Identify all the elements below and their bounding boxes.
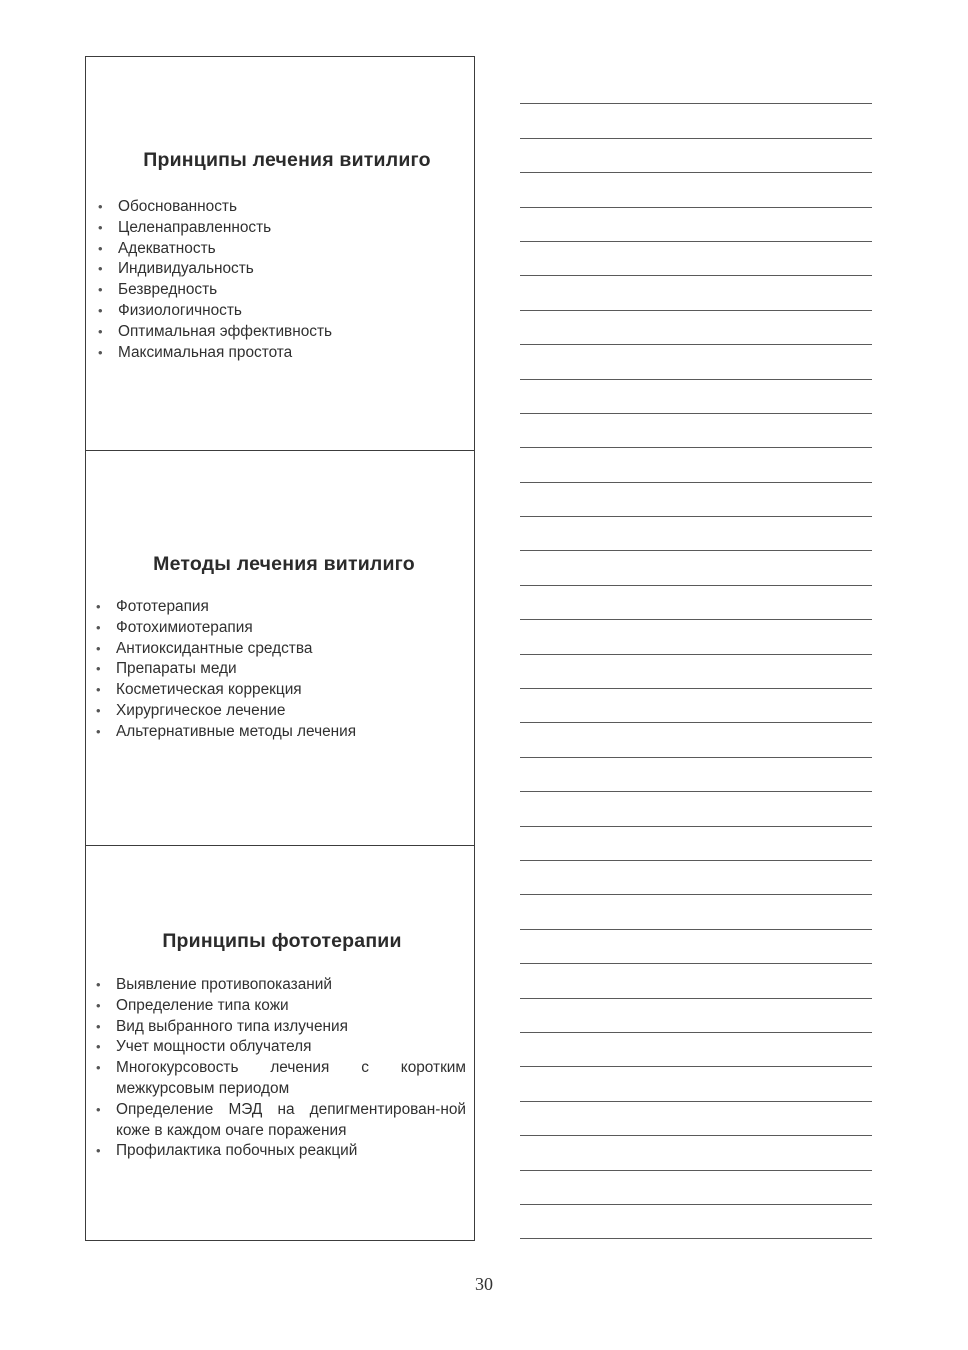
note-line: [520, 517, 872, 551]
bullet-list: [95, 597, 466, 743]
note-line: [520, 242, 872, 276]
page-number: 30: [475, 1274, 493, 1294]
note-line: [520, 276, 872, 310]
list-item: • Физиологичность: [97, 301, 464, 322]
note-line: [520, 999, 872, 1033]
note-line: [520, 448, 872, 482]
slide-treatment-methods: [85, 451, 475, 846]
list-item: • Многокурсовость лечения с коротким межкурсовым периодом: [95, 1058, 466, 1100]
note-line: [520, 1205, 872, 1239]
list-item: • Косметическая коррекция: [95, 680, 466, 701]
note-line: [520, 792, 872, 826]
note-line: [520, 827, 872, 861]
note-line: [520, 758, 872, 792]
note-line: [520, 655, 872, 689]
bullet-list: [95, 975, 466, 1162]
note-line: [520, 861, 872, 895]
note-line: [520, 173, 872, 207]
note-line: [520, 104, 872, 138]
note-line: [520, 1033, 872, 1067]
note-line: [520, 620, 872, 654]
note-line: [520, 1136, 872, 1170]
list-item: • Определение МЭД на депигментирован-ной коже в каждом очаге поражения: [95, 1100, 466, 1142]
list-item: • Альтернативные методы лечения: [95, 722, 466, 743]
list-item: • Профилактика побочных реакций: [95, 1141, 466, 1162]
note-line: [520, 208, 872, 242]
slides-column: [85, 56, 475, 1241]
note-line: [520, 345, 872, 379]
notes-lines-area: [520, 70, 872, 1239]
list-item: • Определение типа кожи: [95, 996, 466, 1017]
list-item: • Индивидуальность: [97, 259, 464, 280]
note-line: [520, 414, 872, 448]
note-line: [520, 1102, 872, 1136]
note-line: [520, 139, 872, 173]
note-line: [520, 1171, 872, 1205]
list-item: • Фотохимиотерапия: [95, 618, 466, 639]
slide-phototherapy-principles: [85, 846, 475, 1241]
note-line: [520, 551, 872, 585]
bullet-list: [97, 197, 464, 363]
list-item: • Хирургическое лечение: [95, 701, 466, 722]
note-line: [520, 689, 872, 723]
list-item: • Препараты меди: [95, 659, 466, 680]
note-line: [520, 930, 872, 964]
note-line: [520, 70, 872, 104]
list-item: • Целенаправленность: [97, 218, 464, 239]
note-line: [520, 723, 872, 757]
list-item: • Безвредность: [97, 280, 464, 301]
note-line: [520, 483, 872, 517]
slide-title: Методы лечения витилиго: [153, 553, 415, 575]
note-line: [520, 311, 872, 345]
list-item: • Учет мощности облучателя: [95, 1037, 466, 1058]
list-item: • Обоснованность: [97, 197, 464, 218]
note-line: [520, 380, 872, 414]
note-line: [520, 586, 872, 620]
note-line: [520, 964, 872, 998]
list-item: • Выявление противопоказаний: [95, 975, 466, 996]
list-item: • Оптимальная эффективность: [97, 322, 464, 343]
list-item: • Максимальная простота: [97, 343, 464, 364]
note-line: [520, 1067, 872, 1101]
list-item: • Вид выбранного типа излучения: [95, 1017, 466, 1038]
slide-title: Принципы фототерапии: [162, 930, 402, 952]
note-line: [520, 895, 872, 929]
slide-title: Принципы лечения витилиго: [143, 149, 431, 171]
list-item: • Фототерапия: [95, 597, 466, 618]
list-item: • Адекватность: [97, 239, 464, 260]
slide-treatment-principles: [85, 56, 475, 451]
list-item: • Антиоксидантные средства: [95, 639, 466, 660]
